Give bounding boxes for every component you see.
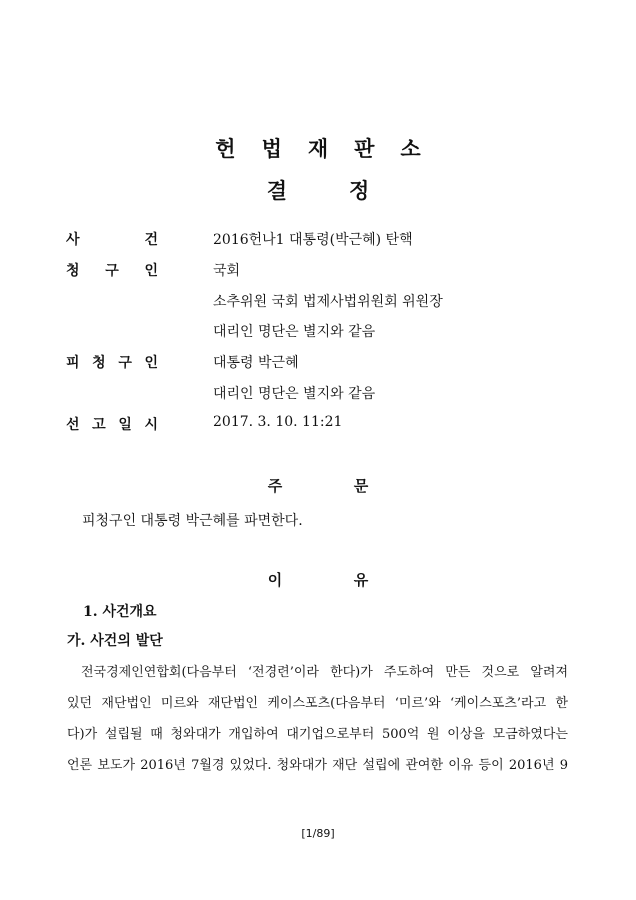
heading-char: 주 [267,477,283,495]
ruling-heading [0,475,636,496]
label-char: 건 [144,232,158,248]
paragraph-line: 있던 재단법인 미르와 재단법인 케이스포츠(다음부터 ‘미르’와 ‘케이스포츠’라고 한 [67,696,568,711]
label-char: 구 [118,355,132,371]
case-number: 2016헌나1 대통령(박근혜) 탄핵 [213,232,413,248]
heading-char: 유 [353,571,369,589]
label-char: 구 [105,263,119,279]
section-title-origin: 가. 사건의 발단 [67,633,163,649]
court-name: 헌법재판소 [215,136,447,161]
page-number: [1/89] [301,827,335,840]
label-petitioner [66,260,158,280]
petitioner-name: 국회 [213,263,241,279]
label-char: 시 [144,417,158,433]
label-char: 고 [92,417,106,433]
respondent-counsel: 대리인 명단은 별지와 같음 [213,386,376,402]
paragraph-line: 언론 보도가 2016년 7월경 있었다. 청와대가 재단 설립에 관여한 이유 등이 2016년 9 [67,758,568,773]
label-char: 피 [66,355,80,371]
label-char: 청 [66,263,80,279]
label-date [66,414,158,434]
section-title-overview: 1. 사건개요 [83,604,157,620]
respondent-name: 대통령 박근혜 [213,355,299,371]
heading-char: 문 [353,477,369,495]
ruling-text: 피청구인 대통령 박근혜를 파면한다. [82,513,303,529]
label-char: 청 [92,355,106,371]
label-case [66,229,158,249]
decision-title: 결정 [266,178,432,203]
label-char: 인 [144,355,158,371]
petitioner-prosecutor: 소추위원 국회 법제사법위원회 위원장 [213,294,443,310]
reasons-heading [0,569,636,590]
label-char: 인 [144,263,158,279]
decision-date: 2017. 3. 10. 11:21 [213,414,343,430]
petitioner-counsel: 대리인 명단은 별지와 같음 [213,324,376,340]
heading-char: 이 [267,571,283,589]
paragraph-line: 다)가 설립될 때 청와대가 개입하여 대기업으로부터 500억 원 이상을 모금하였다는 [67,727,568,742]
label-respondent [66,352,158,372]
label-char: 일 [118,417,132,433]
paragraph-line: 전국경제인연합회(다음부터 ‘전경련’이라 한다)가 주도하여 만든 것으로 알려져 [81,665,568,680]
label-char: 사 [66,232,80,248]
label-char: 선 [66,417,80,433]
